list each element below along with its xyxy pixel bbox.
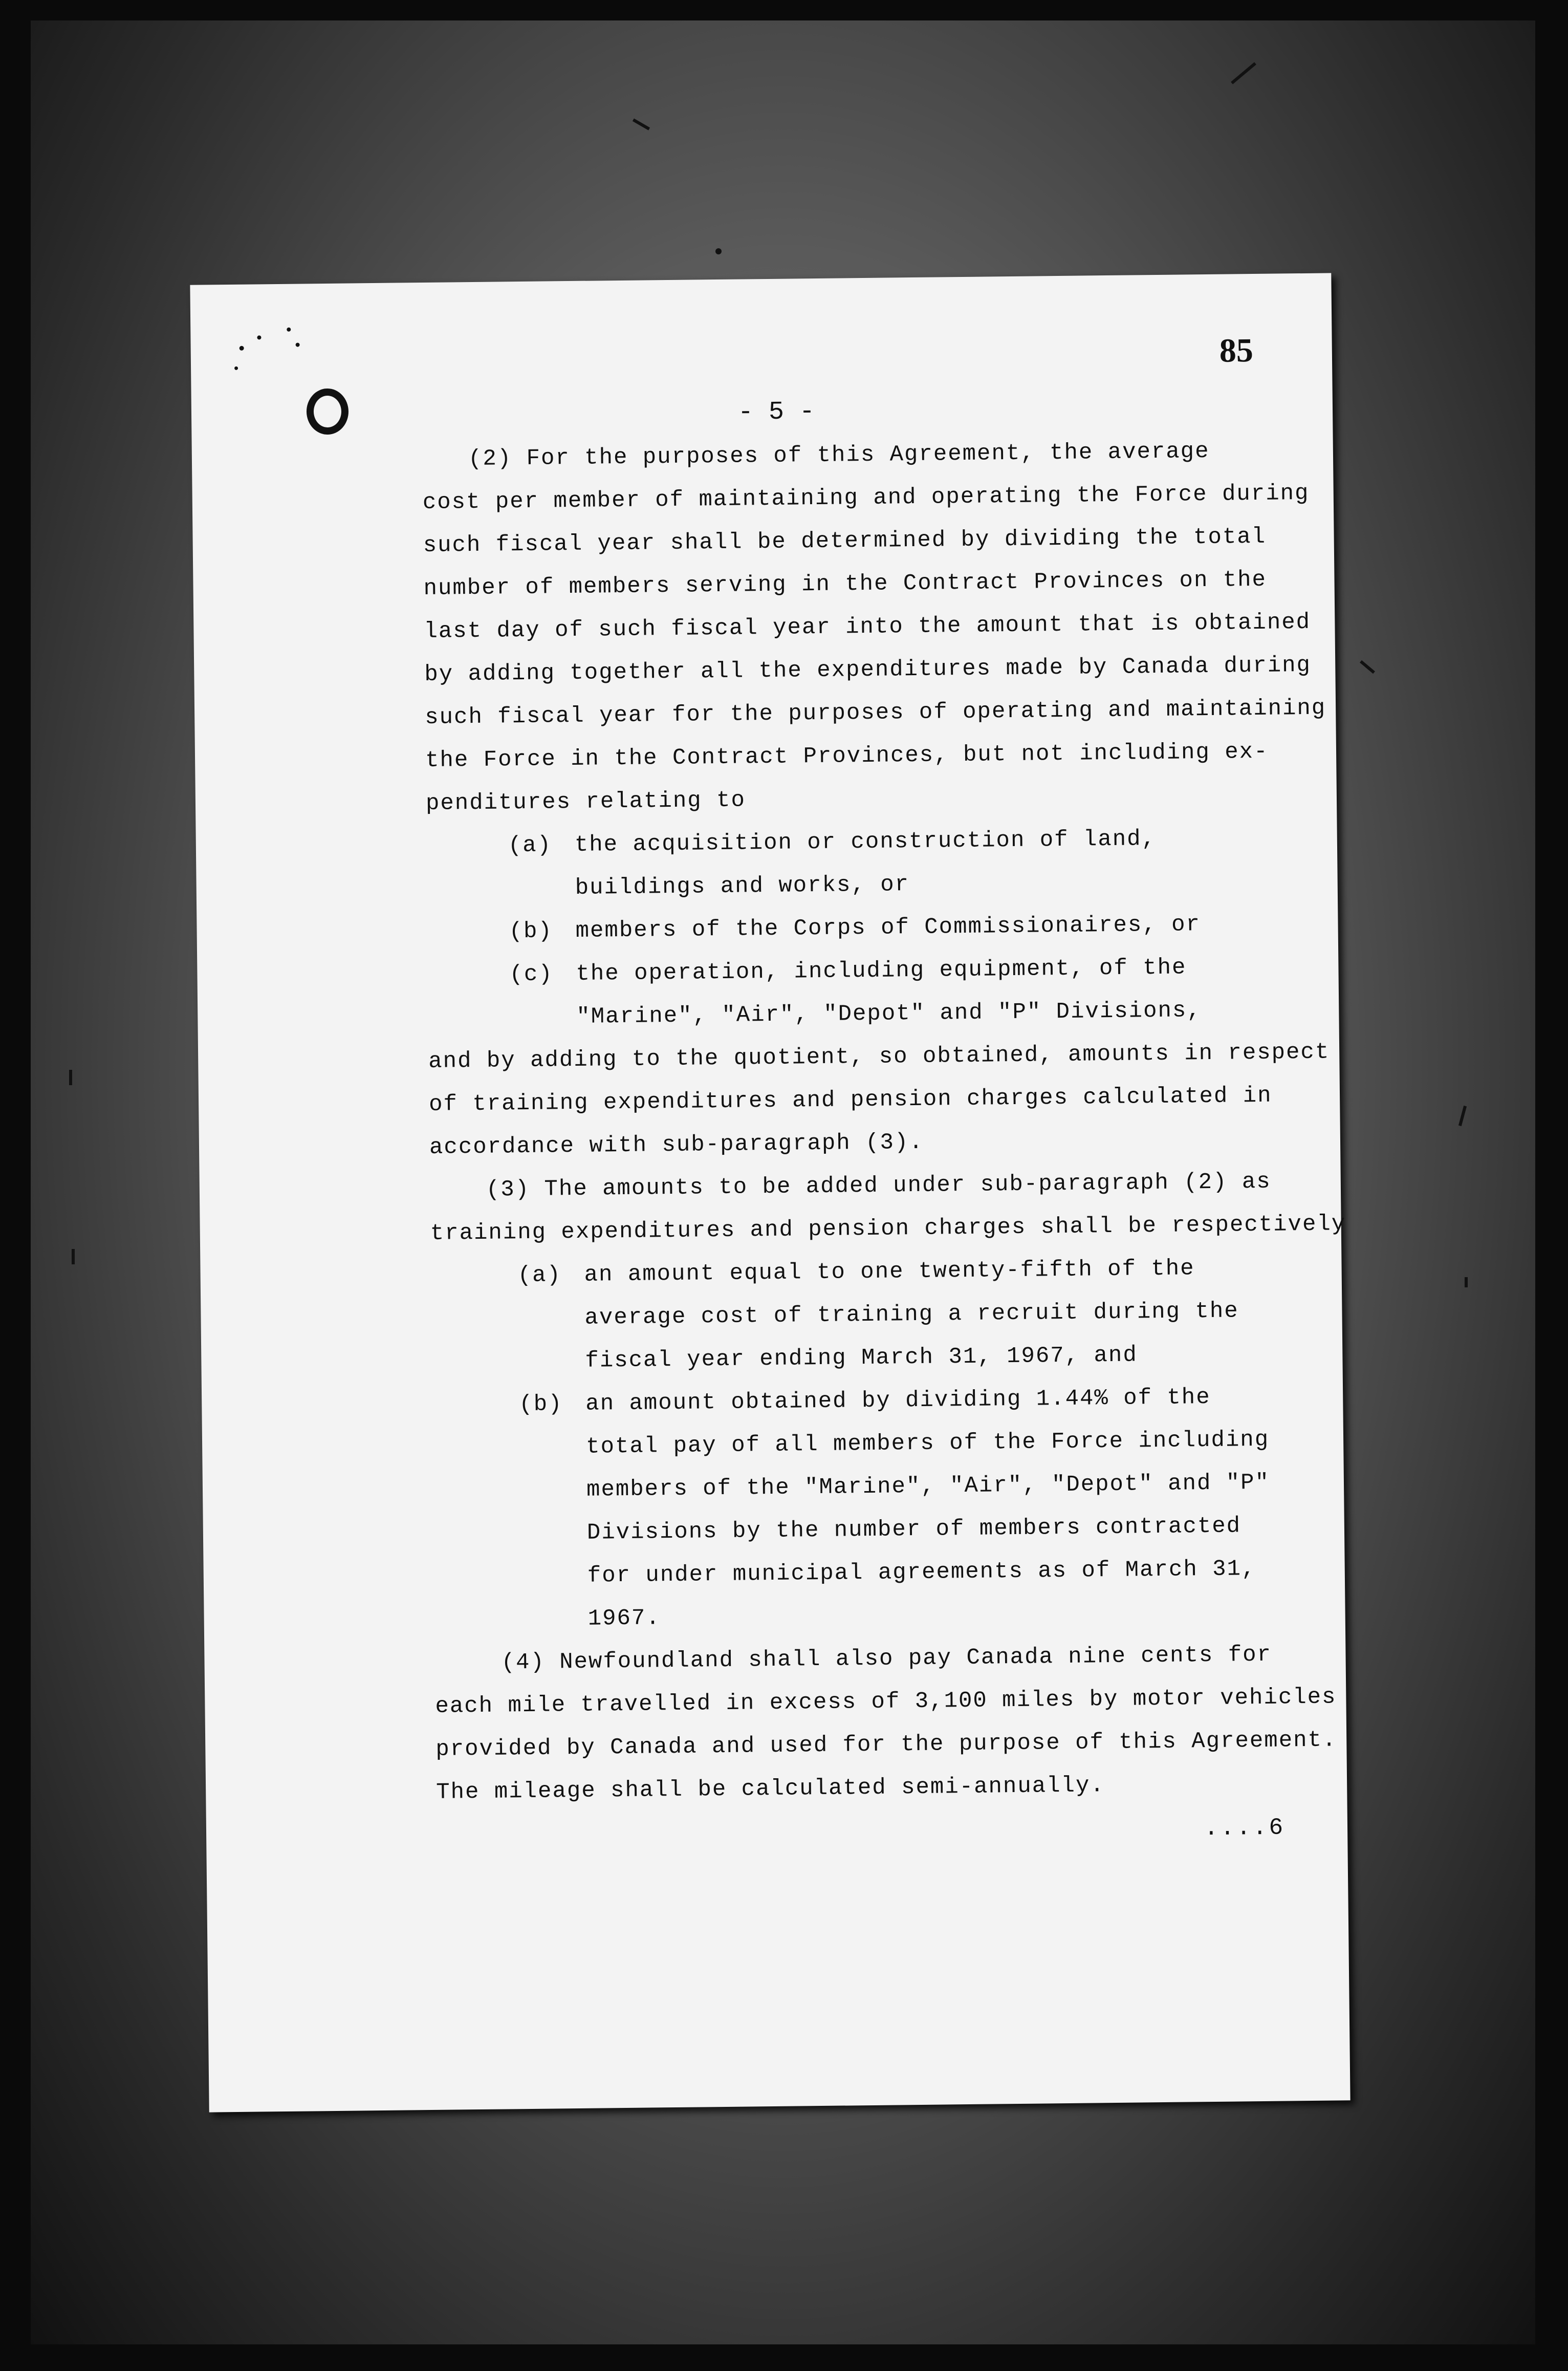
- speck: [287, 328, 291, 332]
- paragraph-2-closing-line: and by adding to the quotient, so obtained, amounts in respect: [428, 1039, 1330, 1074]
- scan-mark: [72, 1249, 75, 1264]
- page-number: 85: [1219, 332, 1254, 370]
- item-line: the acquisition or construction of land,: [574, 826, 1157, 858]
- item-line: members of the "Marine", "Air", "Depot" and "P": [586, 1470, 1270, 1503]
- paragraph-2-line: by adding together all the expenditures made by Canada during: [424, 652, 1312, 688]
- paragraph-2-line: such fiscal year for the purposes of operating and maintaining: [424, 695, 1326, 731]
- speck: [257, 335, 261, 339]
- punch-hole-icon: [307, 389, 349, 435]
- item-line: average cost of training a recruit during the: [584, 1298, 1239, 1331]
- paragraph-2-line: penditures relating to: [425, 787, 746, 817]
- item-line: 1967.: [587, 1605, 661, 1632]
- item-line: an amount equal to one twenty-fifth of the: [584, 1256, 1195, 1288]
- item-label: (b): [509, 918, 553, 945]
- page-header: - 5 -: [737, 397, 815, 427]
- item-line: members of the Corps of Commissionaires, or: [575, 912, 1201, 944]
- item-label: (a): [508, 832, 552, 859]
- item-line: total pay of all members of the Force including: [585, 1427, 1270, 1460]
- scan-mark: [69, 1070, 72, 1085]
- item-line: for under municipal agreements as of March 31,: [587, 1556, 1256, 1589]
- item-line: the operation, including equipment, of the: [576, 955, 1187, 987]
- paragraph-2-line: last day of such fiscal year into the amount that is obtained: [424, 609, 1311, 645]
- paragraph-2-line: number of members serving in the Contract Provinces on the: [423, 567, 1267, 602]
- continuation-mark: ....6: [1204, 1814, 1286, 1842]
- speck: [239, 346, 244, 351]
- item-line: an amount obtained by dividing 1.44% of the: [585, 1385, 1211, 1417]
- paragraph-4-line: each mile travelled in excess of 3,100 miles by motor vehicles: [435, 1684, 1337, 1719]
- scan-mark: [1465, 1277, 1468, 1287]
- scan-mark: [715, 248, 722, 254]
- paragraph-3-line: training expenditures and pension charges shall be respectively: [430, 1211, 1346, 1246]
- document-page: [190, 273, 1350, 2112]
- speck: [296, 343, 300, 347]
- paragraph-4-line: (4) Newfoundland shall also pay Canada nine cents for: [501, 1642, 1272, 1676]
- paragraph-4-line: The mileage shall be calculated semi-annually.: [435, 1773, 1105, 1805]
- item-line: Divisions by the number of members contracted: [586, 1513, 1242, 1546]
- paragraph-2-closing-line: of training expenditures and pension charges calculated in: [428, 1083, 1272, 1117]
- paragraph-3-line: (3) The amounts to be added under sub-paragraph (2) as: [486, 1169, 1271, 1203]
- paragraph-2-line: such fiscal year shall be determined by dividing the total: [423, 524, 1267, 559]
- item-line: buildings and works, or: [575, 872, 910, 901]
- paragraph-4-line: provided by Canada and used for the purpose of this Agreement.: [435, 1727, 1337, 1762]
- item-label: (b): [519, 1391, 563, 1418]
- item-line: "Marine", "Air", "Depot" and "P" Divisions,: [576, 998, 1202, 1030]
- item-line: fiscal year ending March 31, 1967, and: [585, 1342, 1138, 1374]
- paragraph-2-line: (2) For the purposes of this Agreement, the average: [468, 438, 1210, 472]
- paragraph-2-closing-line: accordance with sub-paragraph (3).: [429, 1129, 924, 1160]
- paragraph-2-line: the Force in the Contract Provinces, but not including ex-: [425, 739, 1269, 774]
- item-label: (c): [509, 961, 553, 988]
- item-label: (a): [517, 1262, 562, 1289]
- paragraph-2-line: cost per member of maintaining and operating the Force during: [422, 480, 1310, 516]
- speck: [234, 367, 238, 370]
